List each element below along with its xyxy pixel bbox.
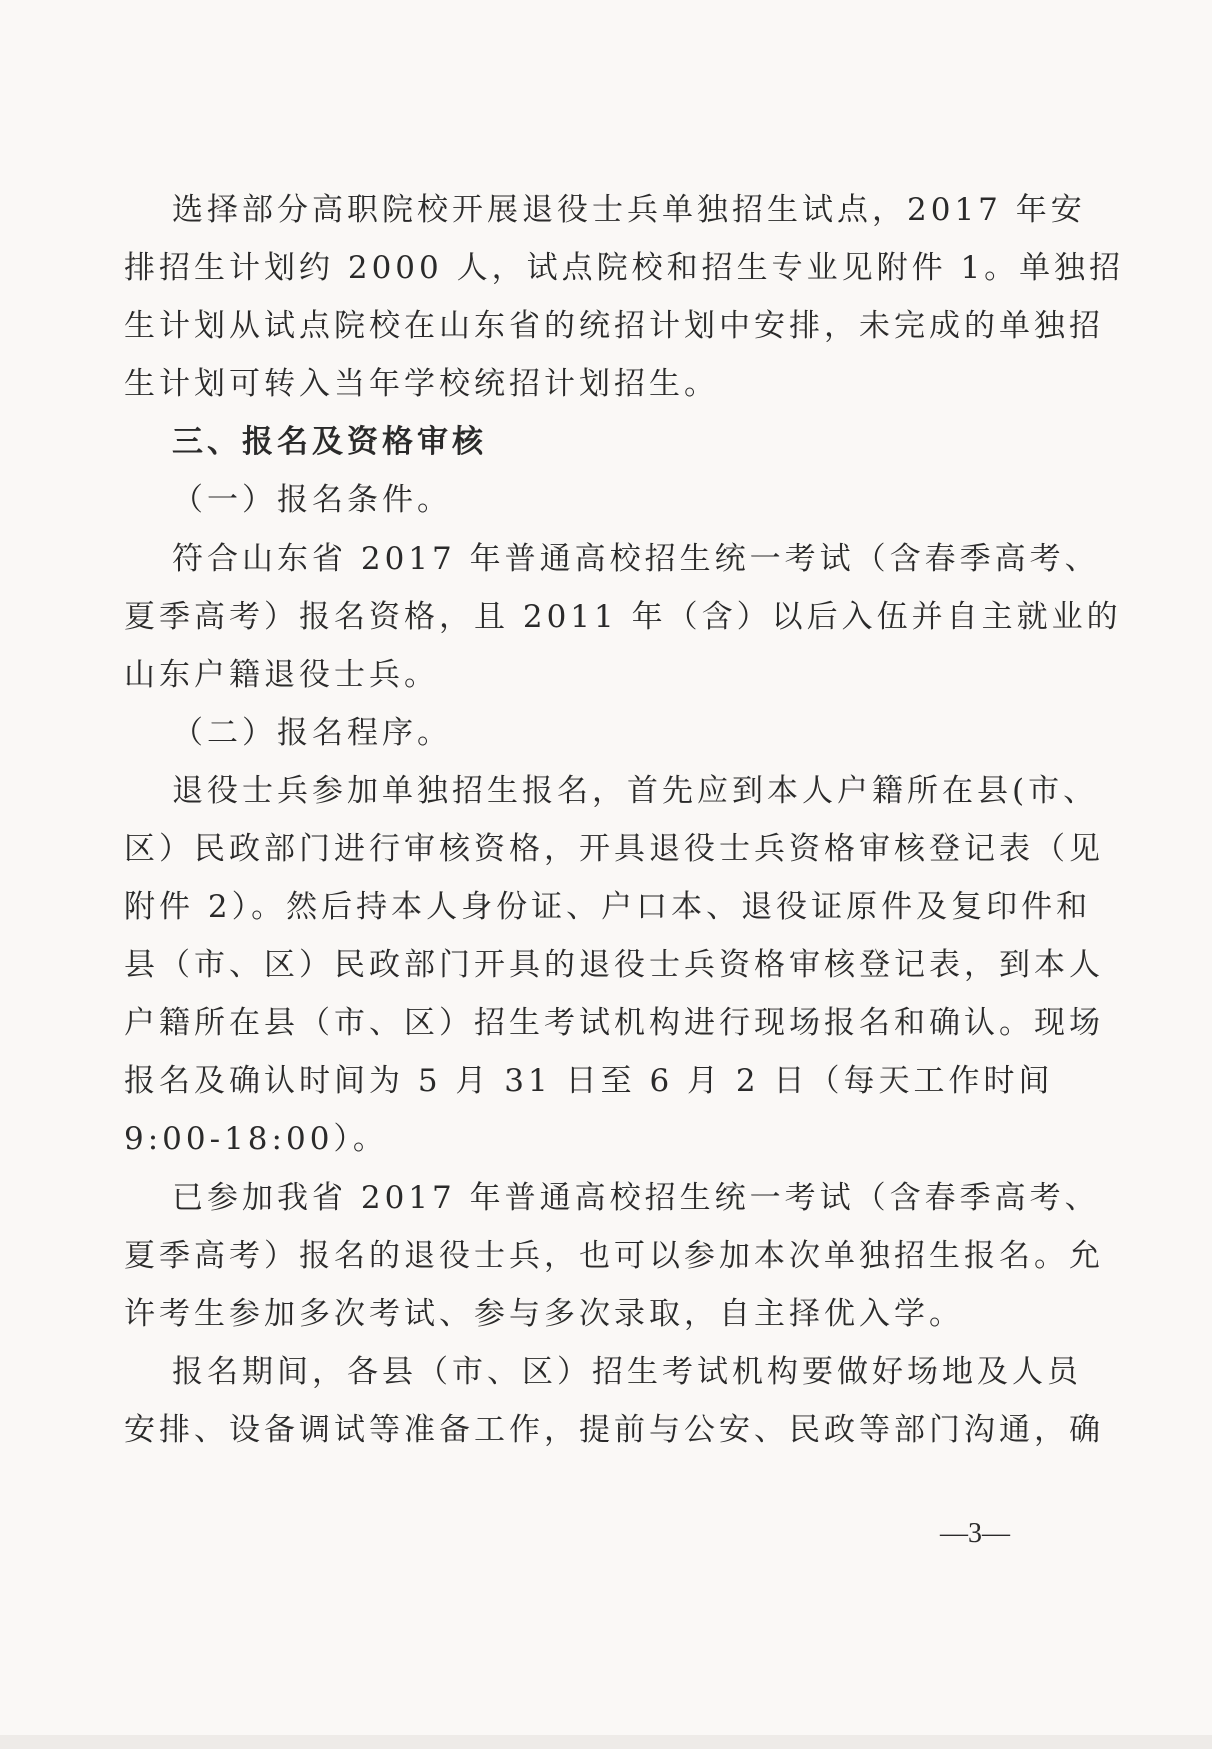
paragraph-line: 夏季高考）报名的退役士兵，也可以参加本次单独招生报名。允 [124, 1238, 1104, 1274]
subsection-heading: （一）报名条件。 [172, 482, 452, 518]
paragraph-line: 9:00-18:00）。 [124, 1121, 388, 1157]
paragraph-line: 符合山东省 2017 年普通高校招生统一考试（含春季高考、 [172, 541, 1100, 577]
paragraph-line: 附件 2）。然后持本人身份证、户口本、退役证原件及复印件和 [124, 889, 1092, 925]
paragraph-line: 已参加我省 2017 年普通高校招生统一考试（含春季高考、 [172, 1180, 1100, 1216]
paragraph-line: 区）民政部门进行审核资格，开具退役士兵资格审核登记表（见 [124, 831, 1104, 867]
paragraph-line: 排招生计划约 2000 人，试点院校和招生专业见附件 1。单独招 [124, 250, 1125, 286]
paragraph-line: 退役士兵参加单独招生报名，首先应到本人户籍所在县(市、 [172, 773, 1099, 809]
paragraph-line: 生计划可转入当年学校统招计划招生。 [124, 366, 719, 402]
section-heading: 三、报名及资格审核 [172, 424, 487, 460]
paragraph-line: 夏季高考）报名资格，且 2011 年（含）以后入伍并自主就业的 [124, 599, 1122, 635]
paragraph-line: 生计划从试点院校在山东省的统招计划中安排，未完成的单独招 [124, 308, 1104, 344]
paragraph-line: 选择部分高职院校开展退役士兵单独招生试点，2017 年安 [172, 192, 1086, 228]
subsection-heading: （二）报名程序。 [172, 715, 452, 751]
paragraph-line: 县（市、区）民政部门开具的退役士兵资格审核登记表，到本人 [124, 947, 1104, 983]
paragraph-line: 许考生参加多次考试、参与多次录取，自主择优入学。 [124, 1296, 964, 1332]
paragraph-line: 山东户籍退役士兵。 [124, 657, 439, 693]
paragraph-line: 户籍所在县（市、区）招生考试机构进行现场报名和确认。现场 [124, 1005, 1104, 1041]
paragraph-line: 报名及确认时间为 5 月 31 日至 6 月 2 日（每天工作时间 [124, 1063, 1054, 1099]
page-number: —3— [940, 1518, 1010, 1549]
paragraph-line: 安排、设备调试等准备工作，提前与公安、民政等部门沟通，确 [124, 1412, 1104, 1448]
scan-edge [0, 1735, 1212, 1749]
paragraph-line: 报名期间，各县（市、区）招生考试机构要做好场地及人员 [172, 1354, 1082, 1390]
